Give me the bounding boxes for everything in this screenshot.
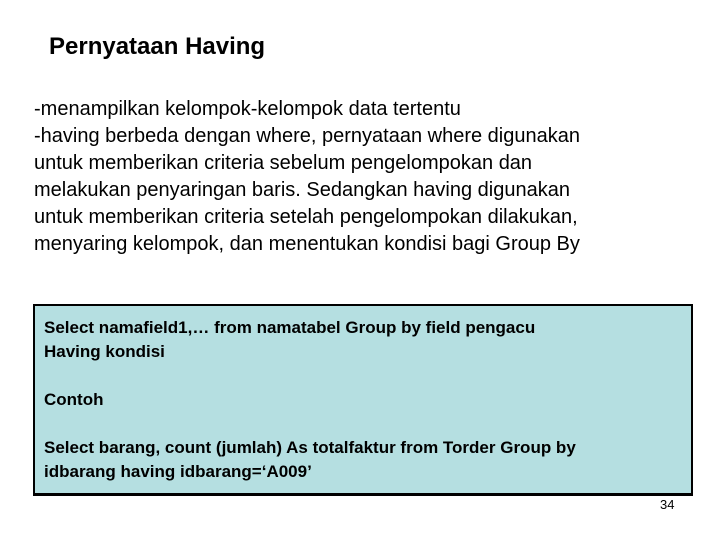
- body-line: -having berbeda dengan where, pernyataan where digunakan: [34, 125, 580, 147]
- sql-syntax-line: Select namafield1,… from namatabel Group by field pengacu: [44, 318, 536, 337]
- body-line: menyaring kelompok, dan menentukan kondisi bagi Group By: [34, 233, 580, 255]
- example-label: Contoh: [44, 390, 104, 409]
- body-text: [34, 96, 704, 258]
- sql-example-box: [33, 304, 693, 496]
- sql-example-line: Select barang, count (jumlah) As totalfaktur from Torder Group by: [44, 438, 576, 457]
- sql-example-line: idbarang having idbarang=‘A009’: [44, 462, 312, 481]
- body-line: -menampilkan kelompok-kelompok data tertentu: [34, 98, 461, 120]
- sql-example-query: [44, 436, 576, 484]
- sql-syntax-line: Having kondisi: [44, 342, 165, 361]
- body-line: untuk memberikan criteria setelah pengelompokan dilakukan,: [34, 206, 578, 228]
- body-line: melakukan penyaringan baris. Sedangkan having digunakan: [34, 179, 570, 201]
- page-number: 34: [660, 497, 675, 512]
- body-line: untuk memberikan criteria sebelum pengelompokan dan: [34, 152, 533, 174]
- sql-syntax: [44, 316, 535, 364]
- slide-title: Pernyataan Having: [49, 33, 266, 60]
